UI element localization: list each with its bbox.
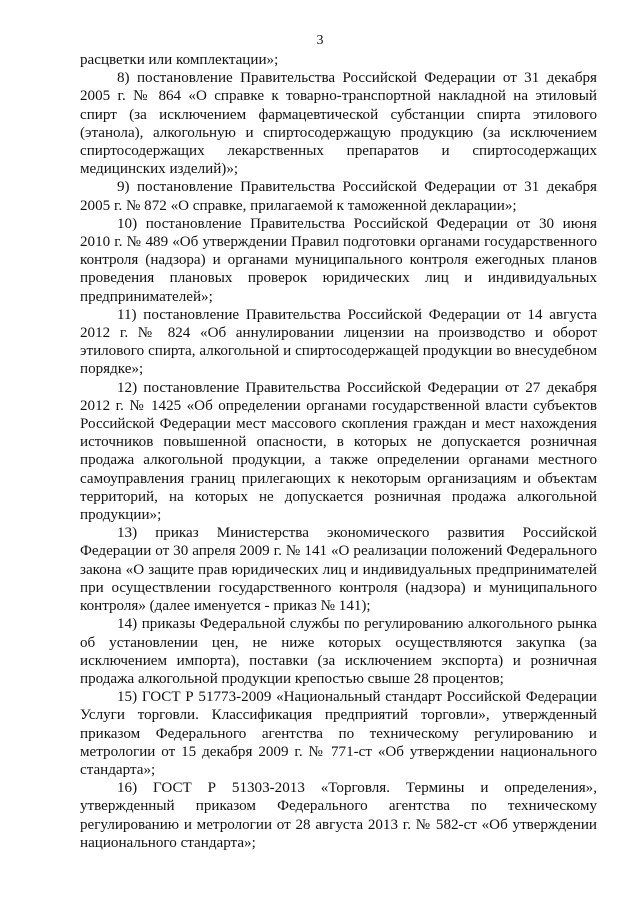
paragraph-item-13: 13) приказ Министерства экономического развития Российской Федерации от 30 апреля 2009 г. № 141 «О реализации положений Федерального закона «О защите прав юридических лиц и индивидуальных предпринимателей при осуществлении государственного контроля (надзора) и муниципального контроля» (далее именуется - приказ № 141); bbox=[80, 525, 597, 615]
paragraph-item-8: 8) постановление Правительства Российской Федерации от 31 декабря 2005 г. № 864 «О справке к товарно-транспортной накладной на этиловый спирт (за исключением фармацевтической субстанции спирта этилового (этанола), алкогольную и спиртосодержащую продукцию (за исключением спиртосодержащих лекарственных препаратов и спиртосодержащих медицинских изделий)»; bbox=[80, 70, 597, 178]
paragraph-item-11: 11) постановление Правительства Российской Федерации от 14 августа 2012 г. № 824 «Об аннулировании лицензии на производство и оборот этилового спирта, алкогольной и спиртосодержащей продукции во внесудебном порядке»; bbox=[80, 306, 597, 378]
paragraph-item-12: 12) постановление Правительства Российской Федерации от 27 декабря 2012 г. № 1425 «Об определении органами государственной власти субъектов Российской Федерации мест массового скопления граждан и мест нахождения источников повышенной опасности, в которых не допускается розничная продажа алкогольной продукции, а также определении органами местного самоуправления границ прилегающих к некоторым организациям и объектам территорий, на которых не допускается розничная продажа алкогольной продукции»; bbox=[80, 379, 597, 524]
paragraph-continuation: расцветки или комплектации»; bbox=[80, 52, 279, 68]
paragraph-item-15: 15) ГОСТ Р 51773-2009 «Национальный стандарт Российской Федерации Услуги торговли. Классификация предприятий торговли», утвержденный приказом Федерального агентства по техническому регулированию и метрологии от 15 декабря 2009 г. № 771-ст «Об утверждении национального стандарта»; bbox=[80, 689, 597, 778]
page-number: 3 bbox=[316, 33, 324, 48]
paragraph-item-9: 9) постановление Правительства Российской Федерации от 31 декабря 2005 г. № 872 «О справке, прилагаемой к таможенной декларации»; bbox=[80, 179, 597, 214]
paragraph-item-14: 14) приказы Федеральной службы по регулированию алкогольного рынка об установлении цен, не ниже которых осуществляются закупка (за исключением импорта), поставки (за исключением экспорта) и розничная продажа алкогольной продукции крепостью свыше 28 процентов; bbox=[80, 616, 597, 687]
paragraph-item-16: 16) ГОСТ Р 51303-2013 «Торговля. Термины и определения», утвержденный приказом Федерального агентства по техническому регулированию и метрологии от 28 августа 2013 г. № 582-ст «Об утверждении национального стандарта»; bbox=[80, 780, 597, 851]
paragraph-item-10: 10) постановление Правительства Российской Федерации от 30 июня 2010 г. № 489 «Об утверждении Правил подготовки органами государственного контроля (надзора) и органами муниципального контроля ежегодных планов проведения плановых проверок юридических лиц и индивидуальных предпринимателей»; bbox=[80, 215, 597, 305]
document-body bbox=[80, 51, 597, 852]
